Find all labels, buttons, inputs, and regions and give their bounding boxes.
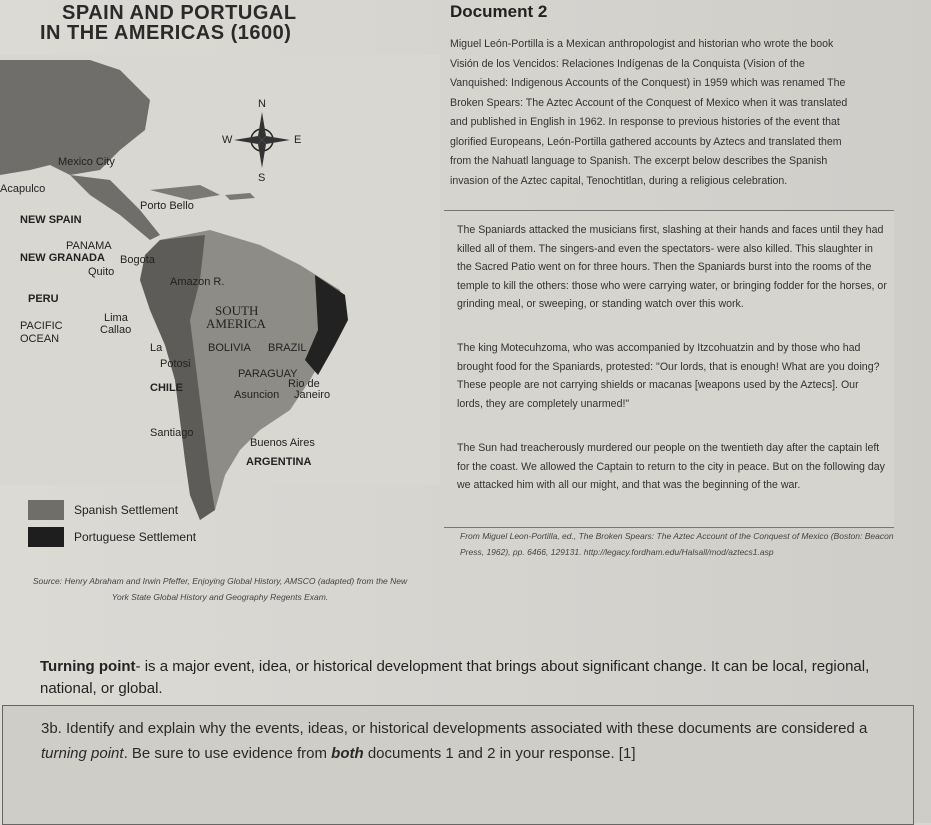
turning-point-text: - is a major event, idea, or historical development that brings about significant change. It can be local, regional, national, or global. (40, 658, 870, 697)
label-lima: Lima (104, 312, 128, 324)
label-peru: PERU (28, 293, 59, 305)
label-janeiro: Janeiro (294, 389, 331, 401)
label-asuncion: Asuncion (234, 389, 280, 401)
label-america: AMERICA (206, 316, 266, 331)
question-3b-box[interactable] (2, 705, 914, 825)
map-title-line1: SPAIN AND PORTUGAL (62, 2, 297, 24)
compass-s: S (258, 172, 266, 184)
compass-e: E (294, 134, 302, 146)
label-panama: PANAMA (66, 240, 112, 252)
label-bolivia: BOLIVIA (208, 342, 251, 354)
question-prompt-b: . Be sure to use evidence from (123, 745, 332, 762)
label-santiago: Santiago (150, 427, 194, 439)
legend-swatch-portuguese (28, 527, 64, 547)
document-2-intro: Miguel León-Portilla is a Mexican anthropologist and historian who wrote the book Visión de los Vencidos: Relaciones Indígenas de la Conquista (Vision of the Vanquished: Indigenous Accounts of the Conquest) in 1959 which was renamed The Broken Spears: The Aztec Account of the Conquest of Mexico when it was translated and published in English in 1962. In response to previous histories of the event that glorified Europeans, León-Portilla gathered accounts by Aztecs and translated them from the Nahuatl language to Spanish. The excerpt below describes the Spanish invasion of the Aztec capital, Tenochtitlan, during a religious celebration. (450, 38, 848, 187)
label-callao: Callao (100, 324, 132, 336)
label-rio: Rio de (288, 378, 320, 390)
document-2-title: Document 2 (450, 2, 548, 21)
map-figure (0, 0, 440, 560)
question-3b-text (41, 716, 901, 766)
label-chile: CHILE (150, 382, 183, 394)
legend-swatch-spanish (28, 500, 64, 520)
label-acapulco: Acapulco (0, 183, 46, 195)
label-mexico-city: Mexico City (58, 156, 115, 168)
legend-spanish: Spanish Settlement (74, 503, 179, 517)
legend-portuguese: Portuguese Settlement (74, 530, 197, 544)
label-amazon: Amazon R. (170, 276, 225, 288)
turning-point-definition (40, 656, 900, 700)
label-pacific: PACIFIC (20, 320, 63, 332)
document-2-citation: From Miguel Leon-Portilla, ed., The Broken Spears: The Aztec Account of the Conquest of Mexico (Boston: Beacon Press, 1962), pp. 6466, 129131. http://legacy.fordham.edu/Halsall/mod/aztecs1.asp (460, 531, 894, 557)
label-south: SOUTH (215, 303, 259, 318)
compass-n: N (258, 98, 266, 110)
question-prompt-a: 3b. Identify and explain why the events, ideas, or historical developments associated with these documents are considered a (41, 720, 868, 737)
compass-w: W (222, 134, 233, 146)
question-emphasis-2: both (331, 745, 364, 762)
label-potosi: Potosi (160, 358, 191, 370)
question-emphasis-1: turning point (41, 745, 124, 762)
label-quito: Quito (88, 266, 115, 278)
map-source-line2: York State Global History and Geography Regents Exam. (111, 592, 329, 602)
label-porto-bello: Porto Bello (140, 200, 194, 212)
map-source-citation (0, 573, 440, 605)
label-argentina: ARGENTINA (246, 456, 312, 468)
excerpt-paragraph-1: The Spaniards attacked the musicians first, slashing at their hands and faces until they had killed all of them. The singers-and even the spectators- were also killed. This slaughter in the Sacred Patio went on for three hours. Then the Spaniards burst into the rooms of the temple to kill the others: those who were carrying water, or bringing fodder for the horses, or grinding meal, or sweeping, or standing watch over this work. (457, 224, 887, 310)
label-la-paz: La (150, 342, 163, 354)
label-new-spain: NEW SPAIN (20, 214, 82, 226)
document-2-excerpt (444, 210, 894, 528)
label-brazil: BRAZIL (268, 342, 307, 354)
turning-point-term: Turning point (40, 658, 136, 675)
label-buenos-aires: Buenos Aires (250, 437, 315, 449)
excerpt-paragraph-3: The Sun had treacherously murdered our people on the twentieth day after the captain left for the coast. We allowed the Captain to return to the city in peace. But on the following day we attacked him with all our might, and that was the beginning of the war. (457, 442, 885, 491)
label-paraguay: PARAGUAY (238, 368, 298, 380)
excerpt-paragraph-2: The king Motecuhzoma, who was accompanied by Itzcohuatzin and by those who had brought food for the Spaniards, protested: "Our lords, that is enough! What are you doing? These people are not carrying shields or macanas [weapons used by the Aztecs]. Our lords, they are completely unarmed!" (457, 342, 880, 410)
question-prompt-c: documents 1 and 2 in your response. [1] (363, 745, 636, 762)
map-title-line2: IN THE AMERICAS (1600) (40, 22, 292, 44)
label-ocean: OCEAN (20, 333, 60, 345)
label-new-granada: NEW GRANADA (20, 252, 105, 264)
label-bogota: Bogota (120, 254, 155, 266)
map-source-line1: Source: Henry Abraham and Irwin Pfeffer, Enjoying Global History, AMSCO (adapted) from the New (32, 576, 408, 586)
